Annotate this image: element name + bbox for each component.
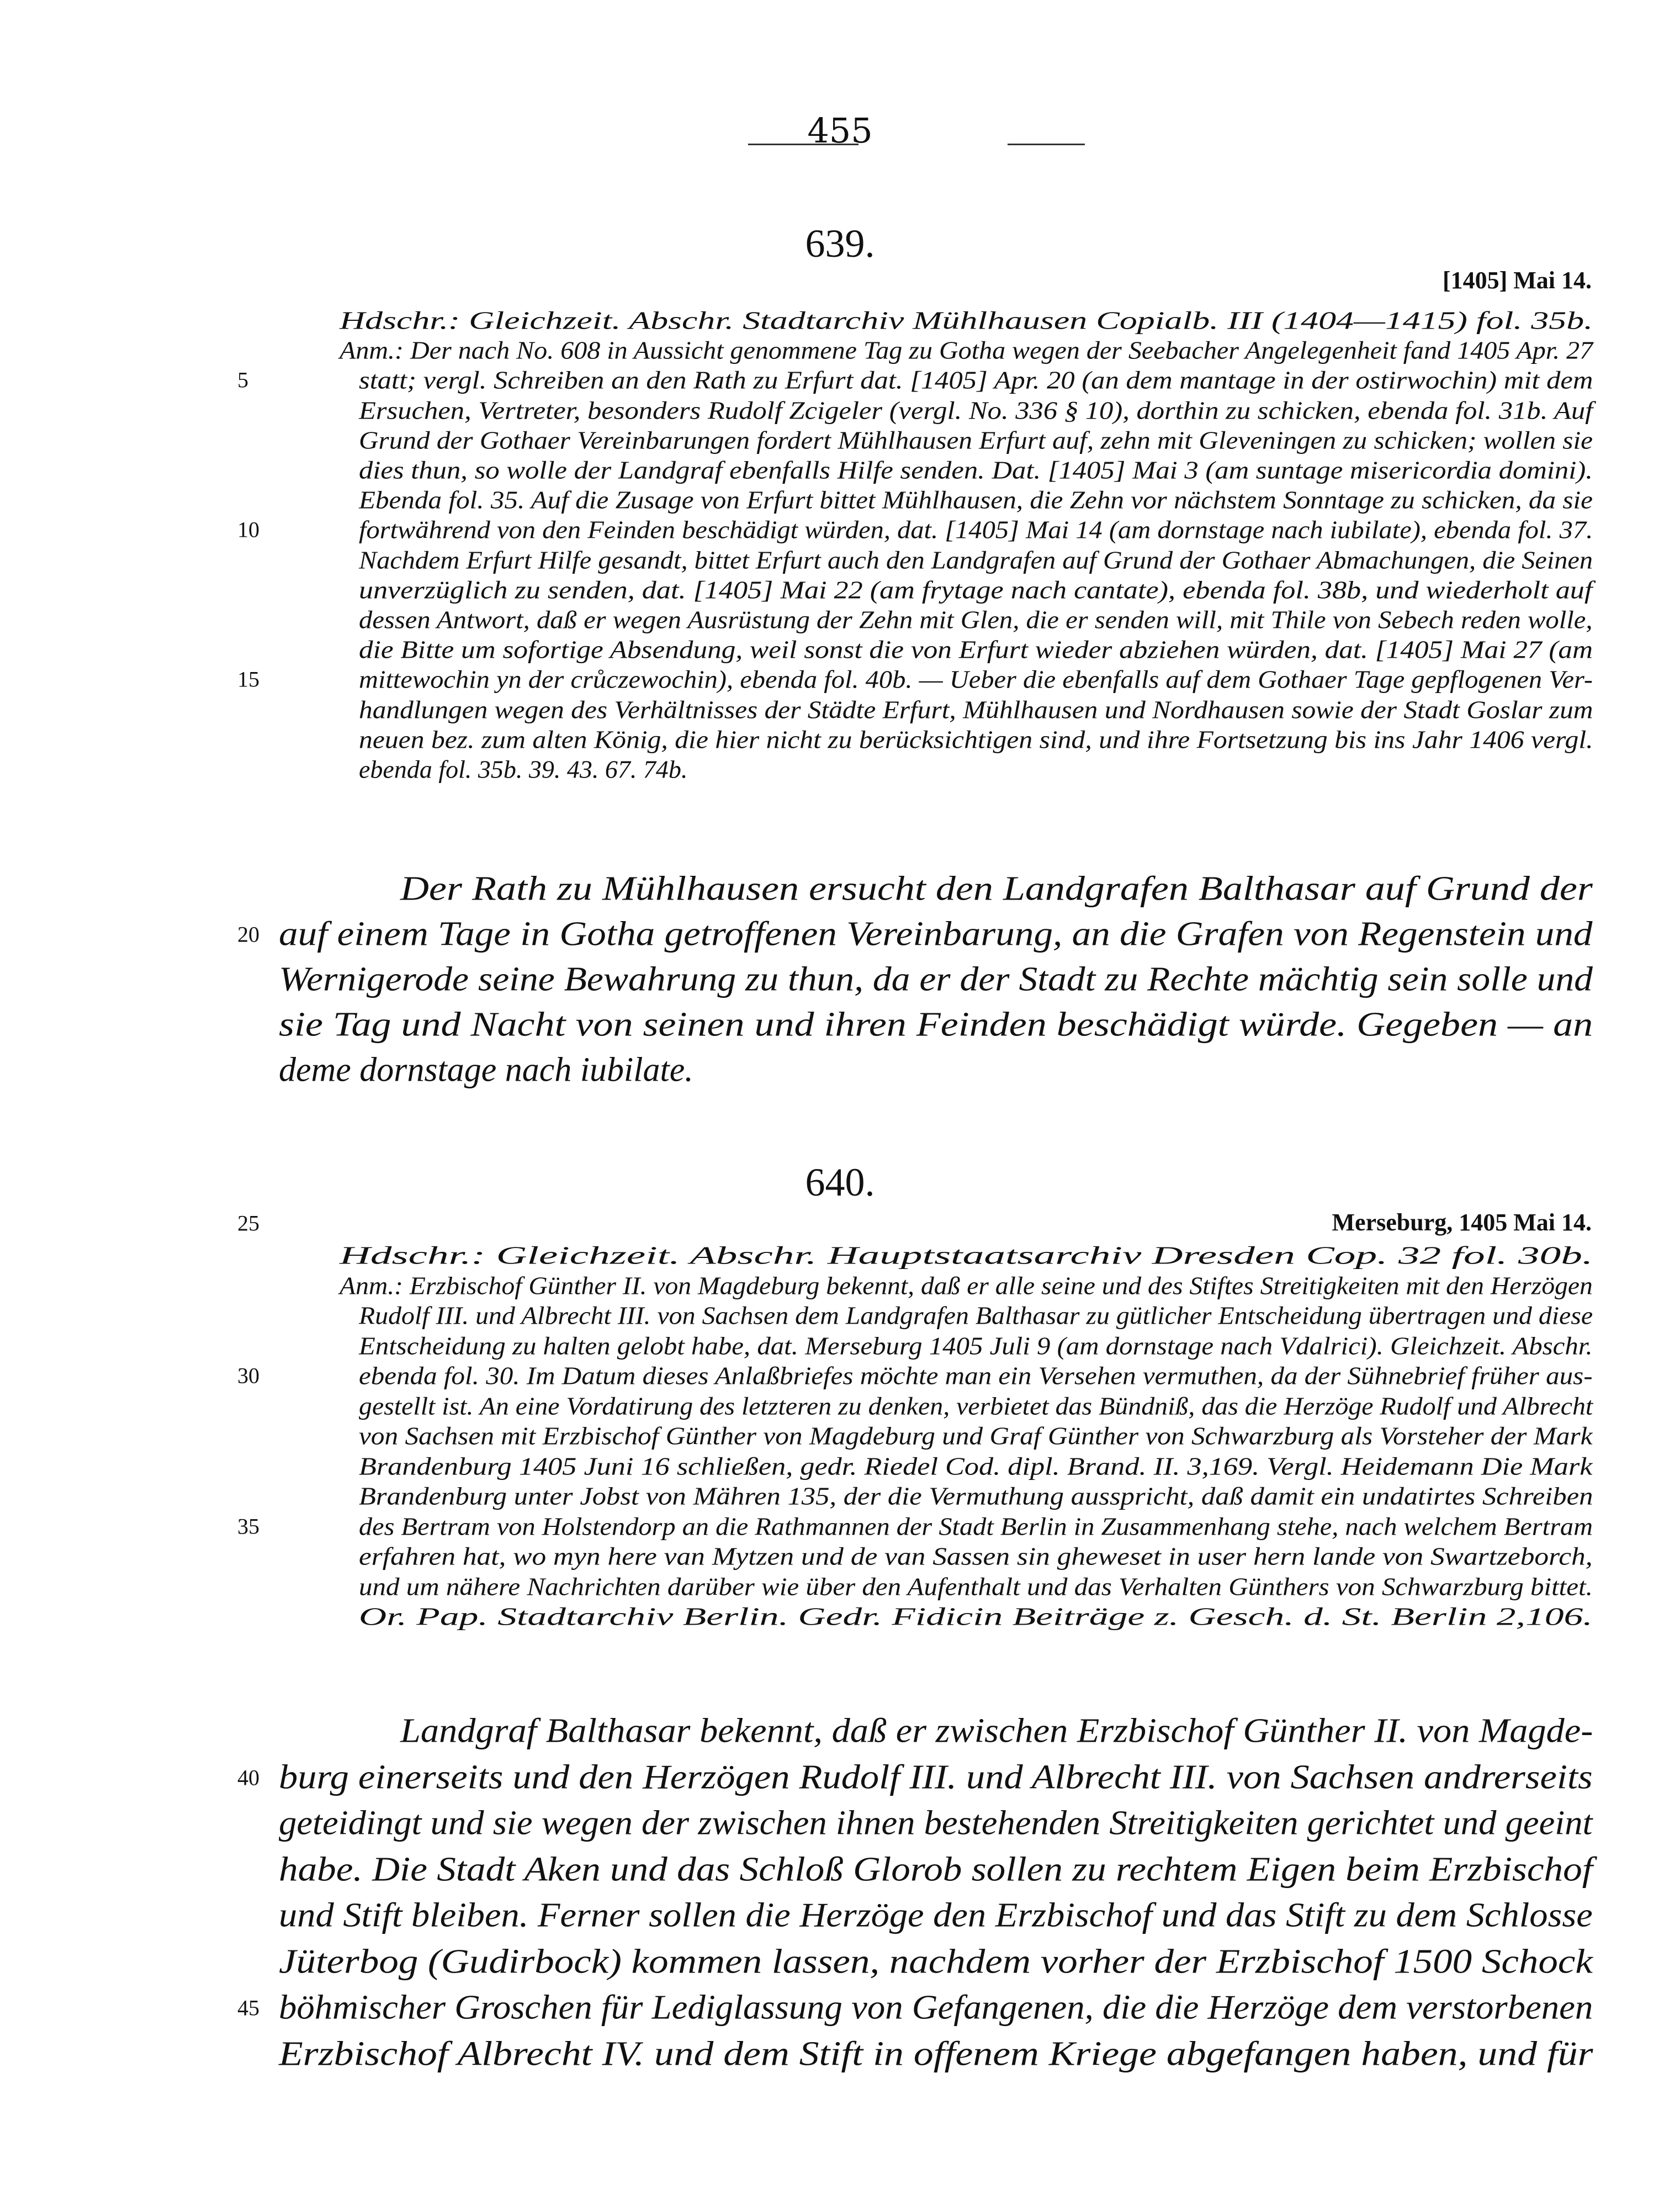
- line-number: 15: [237, 667, 259, 692]
- line-number: 5: [237, 367, 248, 393]
- line-text: Rudolf III. und Albrecht III. von Sachsen dem Landgrafen Balthasar zu gütlicher Entscheidung übertragen und diese: [359, 1301, 1593, 1330]
- text-line: [0, 306, 1680, 335]
- text-line: [0, 426, 1680, 454]
- line-text: sie Tag und Nacht von seinen und ihren Feinden beschädigt würde. Gegeben — an: [279, 1006, 1593, 1044]
- text-line: [0, 1241, 1680, 1270]
- line-text: dies thun, so wolle der Landgraf ebenfalls Hilfe senden. Dat. [1405] Mai 3 (am suntage misericordia domini).: [359, 456, 1593, 484]
- line-text: und Stift bleiben. Ferner sollen die Herzöge den Erzbischof und das Stift zu dem Schlosse: [279, 1896, 1593, 1934]
- line-text: neuen bez. zum alten König, die hier nicht zu berücksichtigen sind, und ihre Fortsetzung bis ins Jahr 1406 vergl.: [359, 725, 1593, 754]
- text-line: [0, 2035, 1680, 2072]
- line-text: fortwährend von den Feinden beschädigt würden, dat. [1405] Mai 14 (am dornstage nach iubilate), ebenda fol. 37.: [359, 515, 1593, 544]
- line-text: Entscheidung zu halten gelobt habe, dat. Merseburg 1405 Juli 9 (am dornstage nach Vdalrici). Gleichzeit. Abschr.: [359, 1331, 1593, 1360]
- line-number: 10: [237, 517, 259, 542]
- header-rule-right: [1008, 144, 1085, 145]
- line-text: und um nähere Nachrichten darüber wie über den Aufenthalt und das Verhalten Günthers von Schwarzburg bittet.: [359, 1572, 1593, 1600]
- line-text: Jüterbog (Gudirbock) kommen lassen, nachdem vorher der Erzbischof 1500 Schock: [279, 1943, 1593, 1980]
- text-line: [0, 1452, 1680, 1480]
- line-text: burg einerseits und den Herzögen Rudolf III. und Albrecht III. von Sachsen andrerseits: [279, 1758, 1593, 1796]
- text-line: [0, 755, 1680, 784]
- line-text: Grund der Gothaer Vereinbarungen fordert Mühlhausen Erfurt auf, zehn mit Gleveningen zu schicken; wollen sie: [359, 426, 1593, 454]
- text-line: [0, 1512, 1680, 1540]
- text-line: [0, 1804, 1680, 1842]
- entry-number: 639.: [805, 221, 875, 266]
- text-line: [0, 1301, 1680, 1330]
- line-text: Der Rath zu Mühlhausen ersucht den Landgrafen Balthasar auf Grund der: [400, 870, 1593, 908]
- line-text: Hdschr.: Gleichzeit. Abschr. Hauptstaatsarchiv Dresden Cop. 32 fol. 30b.: [340, 1241, 1593, 1270]
- line-text: Brandenburg 1405 Juni 16 schließen, gedr. Riedel Cod. dipl. Brand. II. 3,169. Vergl. Heidemann Die Mark: [359, 1452, 1593, 1480]
- text-line: [0, 1712, 1680, 1750]
- text-line: [0, 1602, 1680, 1631]
- line-text: Ersuchen, Vertreter, besonders Rudolf Zcigeler (vergl. No. 336 § 10), dorthin zu schicken, ebenda fol. 31b. Auf: [359, 396, 1593, 425]
- entry-date: [1405] Mai 14.: [1442, 267, 1592, 294]
- line-number: 45: [237, 1995, 259, 2021]
- line-text: ebenda fol. 30. Im Datum dieses Anlaßbriefes möchte man ein Versehen vermuthen, da der Sühnebrief früher aus-: [359, 1361, 1593, 1390]
- line-text: mittewochin yn der crůczewochin), ebenda fol. 40b. — Ueber die ebenfalls auf dem Gothaer Tage gepflogenen Ver-: [359, 665, 1593, 694]
- text-line: [0, 396, 1680, 425]
- line-text: Brandenburg unter Jobst von Mähren 135, der die Vermuthung ausspricht, daß damit ein undatirtes Schreiben: [359, 1482, 1593, 1510]
- line-text: ebenda fol. 35b. 39. 43. 67. 74b.: [359, 755, 688, 784]
- line-text: deme dornstage nach iubilate.: [279, 1051, 693, 1089]
- text-line: [0, 1392, 1680, 1420]
- line-text: handlungen wegen des Verhältnisses der Städte Erfurt, Mühlhausen und Nordhausen sowie der Stadt Goslar zum: [359, 695, 1593, 724]
- text-line: [0, 1051, 1680, 1089]
- line-text: habe. Die Stadt Aken und das Schloß Glorob sollen zu rechtem Eigen beim Erzbischof: [279, 1850, 1593, 1888]
- line-text: auf einem Tage in Gotha getroffenen Vereinbarung, an die Grafen von Regenstein und: [279, 915, 1593, 953]
- line-text: gestellt ist. An eine Vordatirung des letzteren zu denken, verbietet das Bündniß, das die Herzöge Rudolf und Albrecht: [359, 1392, 1593, 1420]
- text-line: [0, 1482, 1680, 1510]
- line-text: Anm.: Der nach No. 608 in Aussicht genommene Tag zu Gotha wegen der Seebacher Angelegenheit fand 1405 Apr. 27: [340, 336, 1593, 364]
- line-text: Wernigerode seine Bewahrung zu thun, da er der Stadt zu Rechte mächtig sein solle und: [279, 960, 1593, 998]
- line-number: 40: [237, 1765, 259, 1790]
- text-line: [0, 915, 1680, 953]
- text-line: [0, 1943, 1680, 1980]
- line-text: von Sachsen mit Erzbischof Günther von Magdeburg und Graf Günther von Schwarzburg als Vorsteher der Mark: [359, 1421, 1593, 1450]
- line-text: erfahren hat, wo myn here van Mytzen und de van Sassen sin gheweset in user hern lande von Swartzeborch,: [359, 1542, 1593, 1571]
- entry-date: Merseburg, 1405 Mai 14.: [1332, 1209, 1592, 1236]
- line-text: Ebenda fol. 35. Auf die Zusage von Erfurt bittet Mühlhausen, die Zehn vor nächstem Sonntage zu schicken, da sie: [359, 485, 1593, 514]
- line-text: die Bitte um sofortige Absendung, weil sonst die von Erfurt wieder abziehen würden, dat. [1405] Mai 27 (am: [359, 635, 1593, 664]
- text-line: [0, 1542, 1680, 1571]
- text-line: [0, 336, 1680, 364]
- line-text: dessen Antwort, daß er wegen Ausrüstung der Zehn mit Glen, die er senden will, mit Thile von Sebech reden wolle,: [359, 605, 1593, 634]
- line-number: 35: [237, 1514, 259, 1538]
- line-text: des Bertram von Holstendorp an die Rathmannen der Stadt Berlin in Zusammenhang stehe, nach welchem Bertram: [359, 1512, 1593, 1540]
- line-number: 30: [237, 1363, 259, 1388]
- entry-number: 640.: [805, 1160, 875, 1204]
- line-number: 25: [237, 1210, 259, 1236]
- line-text: Erzbischof Albrecht IV. und dem Stift in offenem Kriege abgefangen haben, und für: [279, 2035, 1593, 2072]
- text-line: [0, 870, 1680, 908]
- line-text: Nachdem Erfurt Hilfe gesandt, bittet Erfurt auch den Landgrafen auf Grund der Gothaer Abmachungen, die Seinen: [359, 546, 1593, 574]
- line-text: böhmischer Groschen für Lediglassung von Gefangenen, die die Herzöge dem verstorbenen: [279, 1989, 1593, 2027]
- line-text: Landgraf Balthasar bekennt, daß er zwischen Erzbischof Günther II. von Magde-: [400, 1712, 1593, 1750]
- line-text: Or. Pap. Stadtarchiv Berlin. Gedr. Fidicin Beiträge z. Gesch. d. St. Berlin 2,106.: [359, 1602, 1593, 1631]
- text-line: [0, 725, 1680, 754]
- text-line: [0, 665, 1680, 694]
- line-text: unverzüglich zu senden, dat. [1405] Mai 22 (am frytage nach cantate), ebenda fol. 38b, und wiederholt auf: [359, 575, 1593, 604]
- line-number: 20: [237, 922, 259, 947]
- line-text: Anm.: Erzbischof Günther II. von Magdeburg bekennt, daß er alle seine und des Stiftes Streitigkeiten mit den Herzögen: [340, 1271, 1593, 1299]
- line-text: Hdschr.: Gleichzeit. Abschr. Stadtarchiv Mühlhausen Copialb. III (1404—1415) fol. 35b.: [340, 306, 1593, 335]
- page-number: 455: [807, 110, 873, 151]
- text-line: [0, 635, 1680, 664]
- text-line: [0, 546, 1680, 574]
- line-text: geteidingt und sie wegen der zwischen ihnen bestehenden Streitigkeiten gerichtet und geeint: [279, 1804, 1593, 1842]
- line-text: statt; vergl. Schreiben an den Rath zu Erfurt dat. [1405] Apr. 20 (an dem mantage in der ostirwochin) mit dem: [359, 366, 1593, 394]
